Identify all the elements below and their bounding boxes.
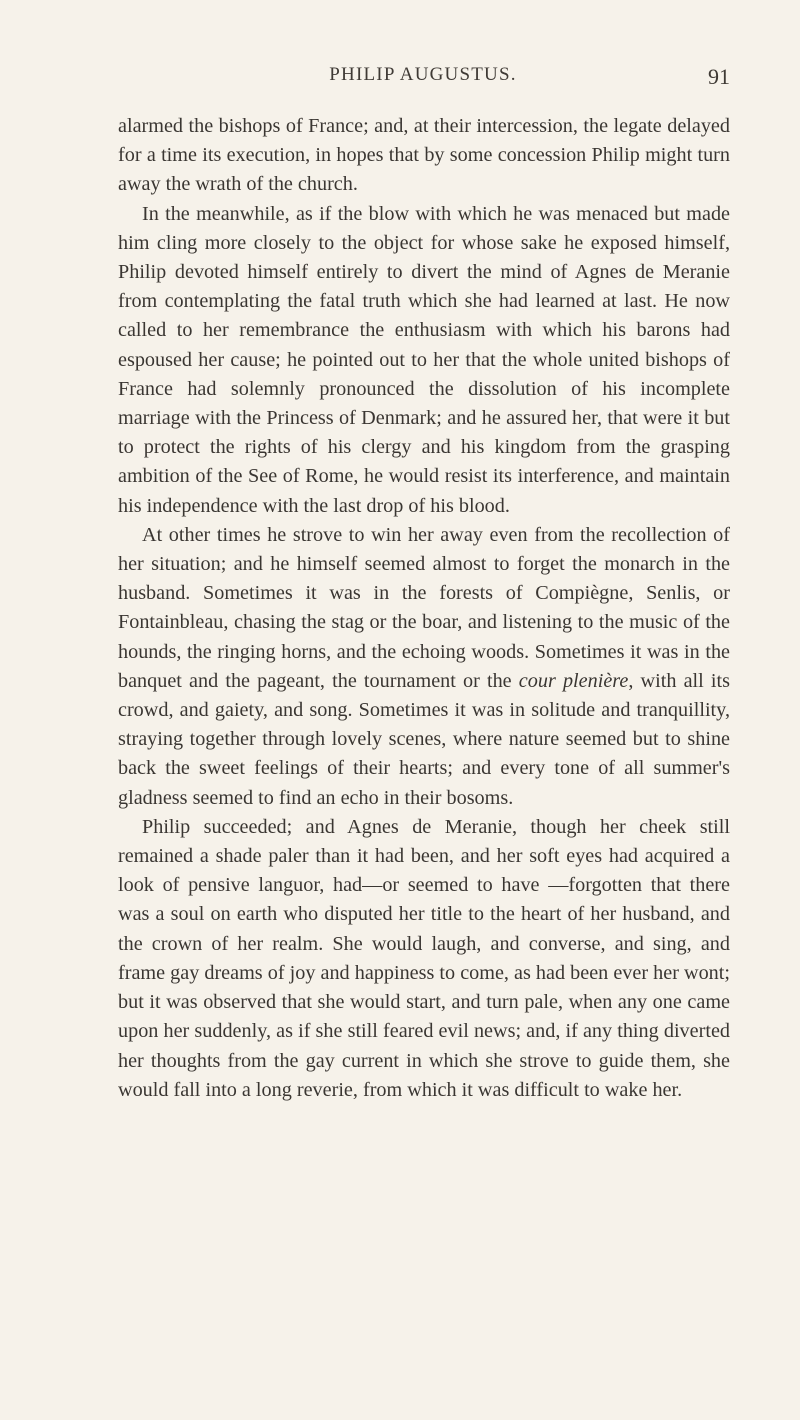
paragraph-3-text-b: , with all its crowd, and gaiety, and song. Sometimes it was in solitude and tranquillity, straying together through lovely scenes, where nature seemed but to shine back the sweet feelings of their hearts; and every tone of all summer's gladness seemed to find an echo in their bosoms. — [118, 669, 730, 809]
paragraph-2 — [118, 200, 730, 521]
running-title: PHILIP AUGUSTUS. — [329, 64, 517, 85]
paragraph-3-text-a: At other times he strove to win her away even from the recollection of her situation; and he himself seemed almost to forget the monarch in the husband. Sometimes it was in the forests of Compiègne, Senlis, or Fontainbleau, chasing the stag or the boar, and listening to the music of the hounds, the ringing horns, and the echoing woods. Sometimes it was in the banquet and the pageant, the tournament or the — [118, 523, 730, 692]
paragraph-3-italic-phrase: cour plenière — [518, 669, 629, 692]
paragraph-1 — [118, 112, 730, 200]
paragraph-4-text: Philip succeeded; and Agnes de Meranie, though her cheek still remained a shade paler than it had been, and her soft eyes had acquired a look of pensive languor, had—or seemed to have —forgotten that there was a soul on earth who disputed her title to the heart of her husband, and the crown of her realm. She would laugh, and converse, and sing, and frame gay dreams of joy and happiness to come, as had been ever her wont; but it was observed that she would start, and turn pale, when any one came upon her suddenly, as if she still feared evil news; and, if any thing diverted her thoughts from the gay current in which she strove to guide them, she would fall into a long reverie, from which it was difficult to wake her. — [118, 815, 730, 1101]
paragraph-4 — [118, 813, 730, 1105]
paragraph-3 — [118, 521, 730, 813]
body-text — [118, 112, 730, 1105]
paragraph-2-text: In the meanwhile, as if the blow with which he was menaced but made him cling more closely to the object for whose sake he exposed himself, Philip devoted himself entirely to divert the mind of Agnes de Meranie from contemplating the fatal truth which she had learned at last. He now called to her remembrance the enthusiasm with which his barons had espoused her cause; he pointed out to her that the whole united bishops of France had solemnly pronounced the dissolution of his incomplete marriage with the Princess of Denmark; and he assured her, that were it but to protect the rights of his clergy and his kingdom from the grasping ambition of the See of Rome, he would resist its interference, and maintain his independence with the last drop of his blood. — [118, 202, 730, 517]
page-number: 91 — [708, 64, 730, 89]
paper-speck — [430, 1382, 436, 1394]
running-head — [116, 64, 730, 94]
paragraph-1-text: alarmed the bishops of France; and, at their intercession, the legate delayed for a time its execution, in hopes that by some concession Philip might turn away the wrath of the church. — [118, 115, 730, 196]
